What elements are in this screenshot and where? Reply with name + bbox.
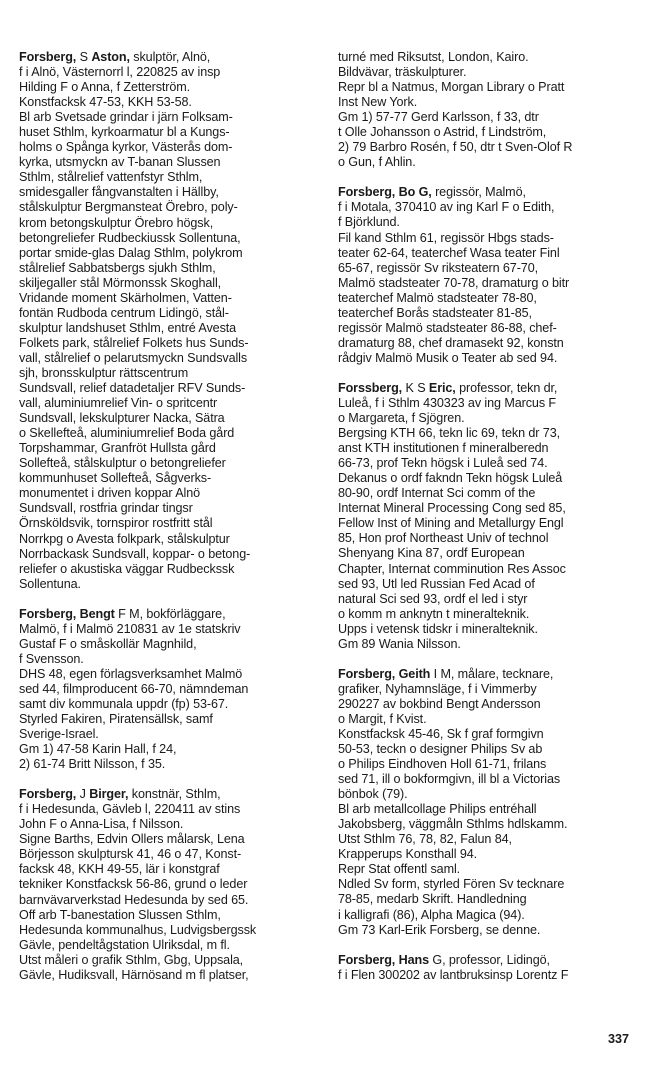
entry-text: samt div kommunala uppdr (fp) 53-67.	[19, 696, 229, 711]
entry-initials: K S	[405, 380, 426, 395]
entry-line	[19, 336, 321, 351]
entry-given-name: Aston,	[91, 50, 130, 64]
entry-text: Upps i vetensk tidskr i mineralteknik.	[338, 621, 538, 636]
entry-text: 2) 61-74 Britt Nilsson, f 35.	[19, 757, 166, 772]
entry-line	[19, 682, 321, 697]
entry-line	[19, 757, 321, 772]
entry-text: Sundsvall, lekskulpturer Nacka, Sätra	[19, 411, 225, 426]
entry-text: f i Hedesunda, Gävleb l, 220411 av stins	[19, 802, 241, 817]
entry-text: 66-73, prof Tekn högsk i Luleå sed 74.	[338, 456, 548, 471]
entry-line	[338, 501, 644, 516]
entry-text: Inst New York.	[338, 95, 418, 110]
entry-line	[19, 185, 321, 200]
entry-line	[19, 652, 321, 667]
biography-entry	[338, 667, 644, 938]
entry-text: Gm 73 Karl-Erik Forsberg, se denne.	[338, 922, 541, 937]
entry-line	[19, 727, 321, 742]
entry-line	[19, 923, 321, 938]
entry-line	[338, 110, 644, 125]
entry-text: konstnär, Sthlm,	[128, 787, 221, 802]
entry-text: Norrbackask Sundsvall, koppar- o betong-	[19, 546, 251, 561]
entry-surname: Forssberg,	[338, 380, 403, 395]
entry-text: reliefer o akustiska väggar Rudbeckssk	[19, 561, 235, 576]
entry-line	[19, 50, 321, 65]
entry-text: t Olle Johansson o Astrid, f Lindström,	[338, 125, 547, 140]
entry-text: teaterchef Malmö stadsteater 78-80,	[338, 290, 537, 305]
entry-text: skulptör, Alnö,	[129, 50, 211, 64]
entry-text: teaterchef Borås stadsteater 81-85,	[338, 305, 532, 320]
entry-text: Gm 89 Wania Nilsson.	[338, 636, 461, 651]
entry-line	[19, 155, 321, 170]
entry-text: smidesgaller fångvanstalten i Hällby,	[19, 185, 219, 200]
entry-line	[338, 125, 644, 140]
entry-line	[19, 396, 321, 411]
entry-text: Styrled Fakiren, Piratensällsk, samf	[19, 712, 213, 727]
entry-line	[19, 291, 321, 306]
entry-text: Shenyang Kina 87, ordf European	[338, 546, 525, 561]
entry-text: Gm 1) 47-58 Karin Hall, f 24,	[19, 742, 177, 757]
entry-line	[19, 110, 321, 125]
entry-text: turné med Riksutst, London, Kairo.	[338, 50, 529, 64]
entry-line	[338, 892, 644, 907]
entry-line	[338, 456, 644, 471]
entry-line	[19, 441, 321, 456]
entry-line	[19, 862, 321, 877]
entry-line	[19, 817, 321, 832]
entry-text: skulptur landshuset Sthlm, entré Avesta	[19, 320, 237, 335]
entry-line	[338, 306, 644, 321]
entry-line	[338, 622, 644, 637]
entry-text: o Philips Eindhoven Holl 61-71, frilans	[338, 757, 547, 772]
entry-text: f Svensson.	[19, 651, 84, 666]
entry-line	[338, 351, 644, 366]
entry-text: DHS 48, egen förlagsverksamhet Malmö	[19, 666, 243, 681]
entry-line	[338, 471, 644, 486]
entry-line	[338, 261, 644, 276]
entry-text: 290227 av bokbind Bengt Andersson	[338, 696, 541, 711]
entry-text: f i Alnö, Västernorrl l, 220825 av insp	[19, 65, 221, 80]
entry-line	[19, 471, 321, 486]
entry-line	[338, 817, 644, 832]
entry-text: Börjesson skulptursk 41, 46 o 47, Konst-	[19, 847, 242, 862]
entry-text: bönbok (79).	[338, 787, 408, 802]
entry-surname: Forsberg,	[338, 952, 396, 967]
entry-text: Sundsvall, rostfria grindar tingsr	[19, 501, 193, 516]
entry-line	[338, 185, 644, 200]
entry-text: o Margit, f Kvist.	[338, 711, 427, 726]
entry-line	[19, 456, 321, 471]
entry-line	[19, 486, 321, 501]
entry-text: kommunhuset Sollefteå, Sågverks-	[19, 471, 212, 486]
entry-line	[338, 155, 644, 170]
entry-line	[338, 832, 644, 847]
entry-text: Krapperups Konsthall 94.	[338, 847, 478, 862]
entry-text: Fellow Inst of Mining and Metallurgy Engl	[338, 516, 564, 531]
entry-line	[19, 426, 321, 441]
entry-line	[19, 501, 321, 516]
entry-line	[338, 742, 644, 757]
entry-line	[338, 592, 644, 607]
entry-line	[338, 562, 644, 577]
entry-text: Sthlm, stålrelief vattenfstyr Sthlm,	[19, 170, 203, 185]
entry-line	[338, 246, 644, 261]
entry-line	[19, 321, 321, 336]
entry-line	[19, 306, 321, 321]
entry-text: portar smide-glas Dalag Sthlm, polykrom	[19, 245, 243, 260]
entry-text: huset Sthlm, kyrkoarmatur bl a Kungs-	[19, 125, 230, 140]
entry-text: natural Sci sed 93, ordf el led i styr	[338, 591, 528, 606]
entry-given-name: Eric,	[428, 380, 456, 395]
entry-text: 80-90, ordf Internat Sci comm of the	[338, 486, 536, 501]
entry-line	[338, 65, 644, 80]
entry-text: Malmö stadsteater 70-78, dramaturg o bitr	[338, 275, 570, 290]
entry-line	[338, 667, 644, 682]
entry-text: facksk 48, KKH 49-55, lär i konstgraf	[19, 862, 220, 877]
entry-line	[19, 200, 321, 215]
entry-line	[338, 80, 644, 95]
entry-line	[338, 50, 644, 65]
entry-text: Utst måleri o grafik Sthlm, Gbg, Uppsala,	[19, 952, 244, 967]
entry-text: f i Flen 300202 av lantbruksinsp Lorentz F	[338, 967, 569, 982]
entry-line	[19, 712, 321, 727]
entry-line	[19, 577, 321, 592]
entry-text: Örnsköldsvik, tornspiror rostfritt stål	[19, 516, 213, 531]
entry-line	[19, 381, 321, 396]
entry-text: betongreliefer Rudbeckiussk Sollentuna,	[19, 230, 241, 245]
entry-line	[19, 938, 321, 953]
entry-text: holms o Spånga kyrkor, Västerås dom-	[19, 140, 233, 155]
entry-line	[19, 908, 321, 923]
entry-line	[338, 291, 644, 306]
entry-line	[338, 396, 644, 411]
entry-text: teater 62-64, teaterchef Wasa teater Finl	[338, 245, 560, 260]
entry-text: stålskulptur Bergmansteat Örebro, poly-	[19, 200, 238, 215]
entry-line	[19, 532, 321, 547]
entry-line	[19, 170, 321, 185]
entry-text: regissör, Malmö,	[431, 185, 526, 200]
entry-line	[338, 95, 644, 110]
entry-text: Sverige-Israel.	[19, 727, 99, 742]
entry-text: Hedesunda kommunalhus, Ludvigsbergssk	[19, 922, 257, 937]
entry-line	[338, 968, 644, 983]
entry-line	[338, 231, 644, 246]
entry-line	[19, 216, 321, 231]
entry-text: Internat Mineral Processing Cong sed 85,	[338, 501, 566, 516]
right-column	[338, 50, 644, 998]
entry-text: Gävle, pendeltågstation Ulriksdal, m fl.	[19, 937, 230, 952]
entry-text: vall, stålrelief o pelarutsmyckn Sundsvalls	[19, 350, 248, 365]
entry-text: 50-53, teckn o designer Philips Sv ab	[338, 742, 543, 757]
entry-line	[338, 531, 644, 546]
entry-text: Bl arb Svetsade grindar i järn Folksam-	[19, 110, 233, 125]
entry-line	[338, 953, 644, 968]
biography-entry	[19, 607, 321, 773]
entry-text: o Skellefteå, aluminiumrelief Boda gård	[19, 426, 235, 441]
entry-given-name: Bo G,	[398, 185, 432, 200]
entry-line	[19, 351, 321, 366]
entry-text: Hilding F o Anna, f Zetterström.	[19, 80, 191, 95]
entry-text: Repr Stat offentl saml.	[338, 862, 461, 877]
entry-text: Konstfacksk 45-46, Sk f graf formgivn	[338, 726, 544, 741]
entry-line	[338, 577, 644, 592]
entry-line	[19, 95, 321, 110]
entry-text: monumentet i driven koppar Alnö	[19, 486, 201, 501]
entry-line	[338, 140, 644, 155]
entry-line	[338, 772, 644, 787]
entry-text: sed 44, filmproducent 66-70, nämndeman	[19, 681, 249, 696]
entry-line	[338, 441, 644, 456]
entry-text: Norrkpg o Avesta folkpark, stålskulptur	[19, 531, 230, 546]
entry-text: Ndled Sv form, styrled Fören Sv tecknare	[338, 877, 565, 892]
entry-line	[19, 697, 321, 712]
entry-line	[19, 231, 321, 246]
entry-line	[19, 893, 321, 908]
entry-text: f Björklund.	[338, 215, 400, 230]
entry-text: sjh, bronsskulptur rättscentrum	[19, 365, 189, 380]
biography-entry	[338, 50, 644, 170]
entry-text: regissör Malmö stadsteater 86-88, chef-	[338, 320, 557, 335]
entry-line	[338, 607, 644, 622]
entry-line	[19, 411, 321, 426]
entry-line	[338, 426, 644, 441]
entry-line	[338, 546, 644, 561]
entry-line	[19, 547, 321, 562]
biography-entry	[338, 381, 644, 652]
entry-text: stålrelief Sabbatsbergs sjukh Sthlm,	[19, 260, 216, 275]
entry-line	[19, 832, 321, 847]
entry-text: Bergsing KTH 66, tekn lic 69, tekn dr 73,	[338, 426, 561, 441]
entry-line	[19, 516, 321, 531]
entry-text: Repr bl a Natmus, Morgan Library o Pratt	[338, 80, 565, 95]
entry-line	[19, 877, 321, 892]
entry-line	[19, 802, 321, 817]
entry-line	[338, 877, 644, 892]
entry-text: Gustaf F o småskollär Magnhild,	[19, 636, 197, 651]
entry-text: 78-85, medarb Skrift. Handledning	[338, 892, 527, 907]
entry-initials: J	[79, 787, 86, 802]
entry-text: skiljegaller stål Mörmonssk Skoghall,	[19, 275, 222, 290]
entry-text: Sundsvall, relief datadetaljer RFV Sunds-	[19, 381, 246, 396]
entry-line	[19, 607, 321, 622]
entry-text: fontän Rudboda centrum Lidingö, stål-	[19, 305, 229, 320]
entry-initials: S	[79, 50, 88, 64]
entry-text: John F o Anna-Lisa, f Nilsson.	[19, 817, 184, 832]
entry-line	[19, 65, 321, 80]
entry-line	[338, 682, 644, 697]
entry-text: f i Motala, 370410 av ing Karl F o Edith,	[338, 200, 555, 215]
entry-text: kyrka, utsmyckn av T-banan Slussen	[19, 155, 221, 170]
biography-entry	[19, 787, 321, 983]
entry-text: anst KTH institutionen f mineralberedn	[338, 441, 549, 456]
biography-entry	[338, 953, 644, 983]
entry-line	[19, 667, 321, 682]
entry-line	[338, 321, 644, 336]
entry-text: Gävle, Hudiksvall, Härnösand m fl platser,	[19, 967, 249, 982]
entry-given-name: Hans	[398, 952, 429, 967]
entry-text: barnvävarverkstad Hedesunda by sed 65.	[19, 892, 249, 907]
left-column	[19, 50, 321, 998]
entry-line	[19, 787, 321, 802]
entry-line	[338, 727, 644, 742]
entry-line	[338, 381, 644, 396]
entry-text: Konstfacksk 47-53, KKH 53-58.	[19, 95, 192, 110]
entry-line	[19, 562, 321, 577]
entry-text: o Margareta, f Sjögren.	[338, 411, 465, 426]
entry-text: Sollefteå, stålskulptur o betongreliefer	[19, 456, 226, 471]
entry-surname: Forsberg,	[19, 50, 77, 64]
entry-line	[338, 787, 644, 802]
entry-text: i kalligrafi (86), Alpha Magica (94).	[338, 907, 525, 922]
entry-text: Folkets park, stålrelief Folkets hus Sunds-	[19, 335, 249, 350]
entry-text: Luleå, f i Sthlm 430323 av ing Marcus F	[338, 395, 557, 410]
entry-surname: Forsberg,	[338, 185, 396, 200]
entry-text: tekniker Konstfacksk 56-86, grund o leder	[19, 877, 248, 892]
entry-text: rådgiv Malmö Musik o Teater ab sed 94.	[338, 350, 558, 365]
entry-given-name: Bengt	[79, 606, 115, 621]
entry-text: krom betongskulptur Örebro högsk,	[19, 215, 214, 230]
entry-text: o komm m anknytn t mineralteknik.	[338, 606, 530, 621]
entry-line	[19, 366, 321, 381]
entry-text: Torpshammar, Granfröt Hullsta gård	[19, 441, 216, 456]
entry-line	[19, 622, 321, 637]
entry-line	[338, 847, 644, 862]
entry-line	[338, 712, 644, 727]
entry-line	[19, 742, 321, 757]
entry-text: dramaturg 88, chef dramasekt 92, konstn	[338, 335, 564, 350]
entry-line	[338, 923, 644, 938]
entry-line	[19, 80, 321, 95]
entry-text: Jakobsberg, väggmåln Sthlms hdlskamm.	[338, 817, 568, 832]
entry-text: Fil kand Sthlm 61, regissör Hbgs stads-	[338, 230, 554, 245]
entry-text: Signe Barths, Edvin Ollers målarsk, Lena	[19, 832, 245, 847]
entry-line	[338, 516, 644, 531]
entry-text: Gm 1) 57-77 Gerd Karlsson, f 33, dtr	[338, 110, 539, 125]
entry-text: 65-67, regissör Sv riksteatern 67-70,	[338, 260, 538, 275]
entry-text: Utst Sthlm 76, 78, 82, Falun 84,	[338, 832, 512, 847]
entry-line	[19, 847, 321, 862]
entry-line	[338, 908, 644, 923]
entry-text: G, professor, Lidingö,	[429, 952, 550, 967]
entry-text: Malmö, f i Malmö 210831 av 1e statskriv	[19, 621, 241, 636]
entry-line	[19, 953, 321, 968]
entry-text: Chapter, Internat comminution Res Assoc	[338, 561, 566, 576]
entry-line	[338, 200, 644, 215]
entry-line	[338, 862, 644, 877]
entry-line	[19, 276, 321, 291]
entry-line	[19, 637, 321, 652]
entry-text: F M, bokförläggare,	[114, 606, 226, 621]
entry-given-name: Geith	[398, 666, 431, 681]
entry-text: 85, Hon prof Northeast Univ of technol	[338, 531, 549, 546]
entry-line	[19, 968, 321, 983]
entry-text: sed 93, Utl led Russian Fed Acad of	[338, 576, 535, 591]
entry-text: 2) 79 Barbro Rosén, f 50, dtr t Sven-Olof R	[338, 140, 573, 155]
entry-line	[19, 261, 321, 276]
entry-text: Dekanus o ordf fakndn Tekn högsk Luleå	[338, 471, 563, 486]
entry-text: vall, aluminiumrelief Vin- o spritcentr	[19, 396, 218, 411]
entry-text: Vridande moment Skärholmen, Vatten-	[19, 290, 232, 305]
entry-text: Bildvävar, träskulpturer.	[338, 65, 467, 80]
entry-text: sed 71, ill o bokformgivn, ill bl a Victorias	[338, 772, 561, 787]
entry-text: I M, målare, tecknare,	[430, 666, 554, 681]
entry-given-name: Birger,	[89, 787, 129, 802]
entry-line	[338, 276, 644, 291]
entry-text: grafiker, Nyhamnsläge, f i Vimmerby	[338, 681, 537, 696]
entry-line	[338, 486, 644, 501]
entry-line	[338, 802, 644, 817]
entry-line	[338, 637, 644, 652]
entry-line	[338, 215, 644, 230]
page-number: 337	[607, 1032, 629, 1046]
entry-surname: Forsberg,	[19, 606, 77, 621]
entry-text: Sollentuna.	[19, 576, 81, 591]
entry-surname: Forsberg,	[19, 787, 77, 802]
biography-entry	[338, 185, 644, 366]
entry-text: Bl arb metallcollage Philips entréhall	[338, 802, 537, 817]
entry-line	[338, 757, 644, 772]
entry-text: Off arb T-banestation Slussen Sthlm,	[19, 907, 221, 922]
entry-line	[19, 246, 321, 261]
entry-surname: Forsberg,	[338, 666, 396, 681]
entry-line	[19, 125, 321, 140]
biography-entry	[19, 50, 321, 592]
entry-line	[338, 336, 644, 351]
entry-text: o Gun, f Ahlin.	[338, 155, 416, 170]
entry-line	[19, 140, 321, 155]
entry-line	[338, 697, 644, 712]
entry-line	[338, 411, 644, 426]
entry-text: professor, tekn dr,	[455, 380, 558, 395]
